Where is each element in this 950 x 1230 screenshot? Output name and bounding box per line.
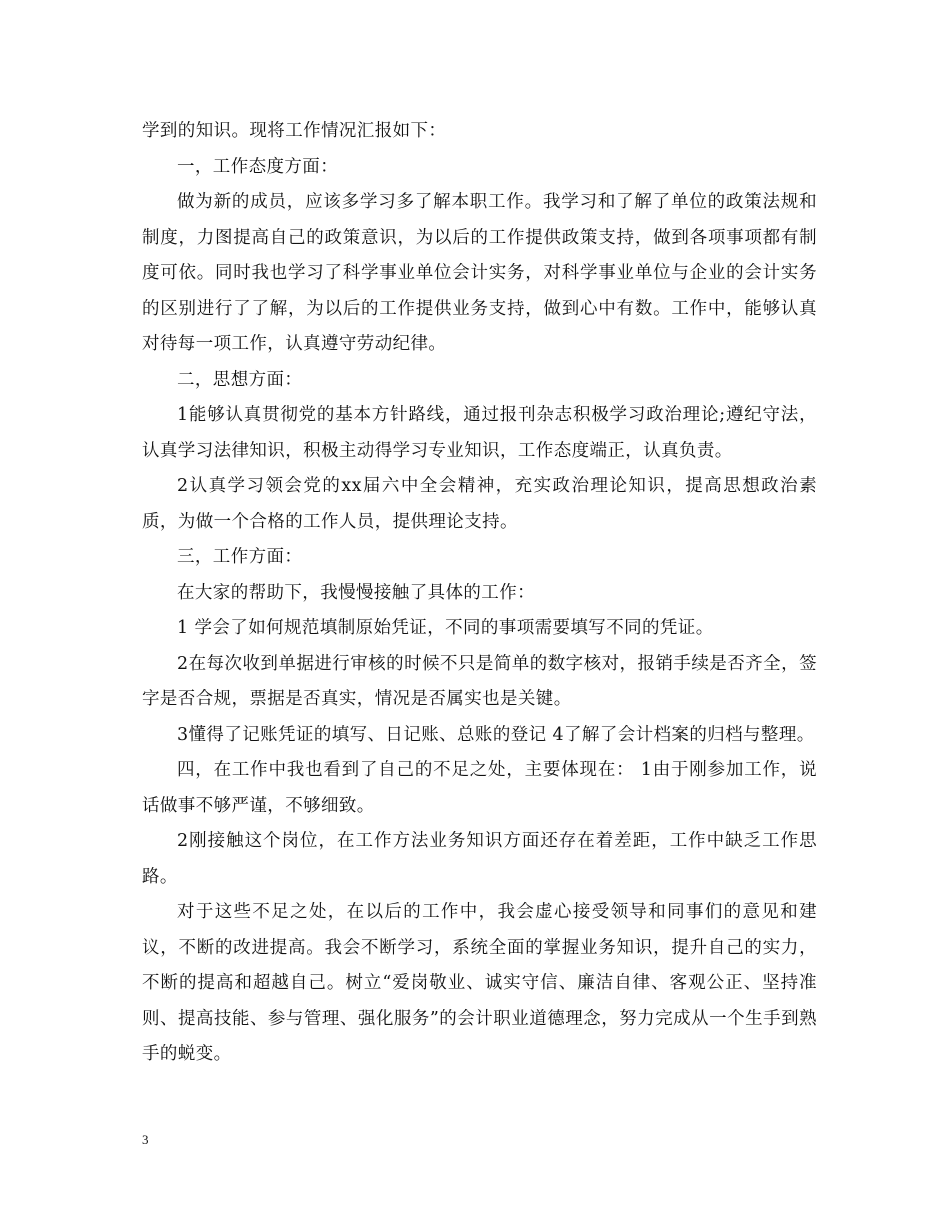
paragraph-conclusion: 对于这些不足之处，在以后的工作中，我会虚心接受领导和同事们的意见和建议，不断的改进提高。我会不断学习，系统全面的掌握业务知识，提升自己的实力，不断的提高和超越自己。树立“爱岗敬业、诚实守信、廉洁自律、客观公正、坚持准则、提高技能、参与管理、强化服务”的会计职业道德理念，努力完成从一个生手到熟手的蜕变。 <box>142 902 817 1064</box>
page-number: 3 <box>142 1132 149 1147</box>
paragraph-thought-item-1: 1能够认真贯彻党的基本方针路线，通过报刊杂志积极学习政治理论;遵纪守法，认真学习法律知识，积极主动得学习专业知识，工作态度端正，认真负责。 <box>142 405 817 461</box>
paragraph-work-item-3-4: 3懂得了记账凭证的填写、日记账、总账的登记 4了解了会计档案的归档与整理。 <box>177 724 815 745</box>
section-heading-thought: 二，思想方面： <box>177 369 303 390</box>
paragraph-thought-item-2: 2认真学习领会党的xx届六中全会精神，充实政治理论知识，提高思想政治素质，为做一个合格的工作人员，提供理论支持。 <box>142 476 817 532</box>
paragraph-work-attitude: 做为新的成员，应该多学习多了解本职工作。我学习和了解了单位的政策法规和制度，力图提高自己的政策意识，为以后的工作提供政策支持，做到各项事项都有制度可依。同时我也学习了科学事业单位会计实务，对科学事业单位与企业的会计实务的区别进行了了解，为以后的工作提供业务支持，做到心中有数。工作中，能够认真对待每一项工作，认真遵守劳动纪律。 <box>142 192 817 354</box>
paragraph-work-item-2: 2在每次收到单据进行审核的时候不只是简单的数字核对，报销手续是否齐全，签字是否合规，票据是否真实，情况是否属实也是关键。 <box>142 653 817 709</box>
section-heading-work: 三，工作方面： <box>177 547 303 567</box>
paragraph-work-item-1: 1 学会了如何规范填制原始凭证，不同的事项需要填写不同的凭证。 <box>177 618 714 638</box>
paragraph-shortcomings-1: 四，在工作中我也看到了自己的不足之处，主要体现在： 1由于刚参加工作，说话做事不够严谨，不够细致。 <box>142 760 817 816</box>
section-heading-work-attitude: 一，工作态度方面： <box>177 156 339 177</box>
paragraph-work-intro: 在大家的帮助下，我慢慢接触了具体的工作： <box>177 582 535 603</box>
document-body <box>142 114 817 1073</box>
paragraph-shortcomings-2: 2刚接触这个岗位，在工作方法业务知识方面还存在着差距，工作中缺乏工作思路。 <box>142 831 817 887</box>
paragraph-intro-line: 学到的知识。现将工作情况汇报如下： <box>142 121 447 141</box>
